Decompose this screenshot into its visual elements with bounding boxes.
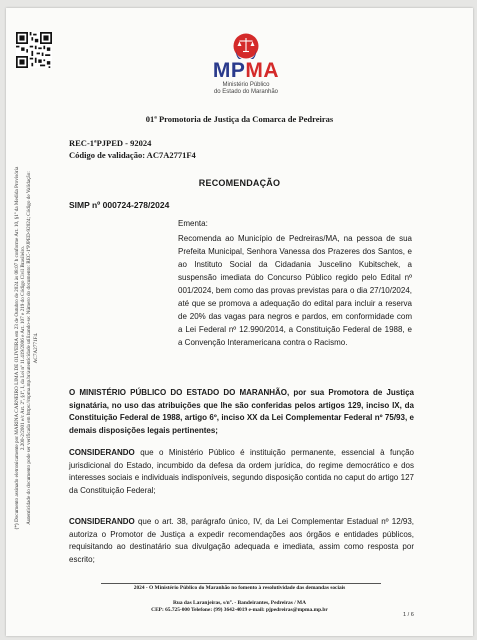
logo-subtitle-2: do Estado do Maranhão	[213, 89, 279, 95]
footer-divider	[101, 583, 381, 584]
logo-mp: MP	[212, 59, 246, 82]
logo-wordmark	[209, 59, 283, 83]
scales-of-justice-icon	[233, 33, 259, 59]
footer-contact: CEP: 65.725-000 Telefone: (99) 3642-4019 e-mail: pjpedreiras@mpma.mp.br	[151, 607, 328, 613]
considerando-text-1: que o Ministério Público é instituição permanente, essencial à função jurisdicional do Estado, incumbido da defesa da ordem jurídica, do regime democrático e dos interesses sociais e individuais indisponíveis, segundo disposição contida no caput do artigo 127 da Constituição Federal;	[69, 448, 414, 495]
footer-slogan: 2024 - O Ministério Público do Maranhão no fomento à resolutividade das demandas sociais	[133, 585, 346, 591]
qr-code-icon[interactable]	[16, 32, 52, 68]
considerando-text-2: que o art. 38, parágrafo único, IV, da Lei Complementar Estadual nº 12/93, autoriza o Promotor de Justiça a expedir recomendações aos órgãos e entidades públicos, requisitando ao destinatário sua divulgação adequada e imediata, assim como resposta por escrito;	[69, 517, 414, 564]
considerando-lead-2: CONSIDERANDO	[69, 517, 135, 526]
footer-address: Rua das Laranjeiras, s/n°. - Bandeirantes, Pedreiras / MA	[172, 600, 307, 606]
intro-paragraph: O MINISTÉRIO PÚBLICO DO ESTADO DO MARANHÃO, por sua Promotora de Justiça signatária, no uso das atribuições que lhe são conferidas pelos artigos 129, inciso IX, da Constituição Federal de 1988, artigo 6º, inciso XX da Lei Complementar Federal nº 75/93, e demais disposições legais pertinentes;	[69, 388, 414, 435]
considerando-paragraph-2	[69, 516, 414, 566]
signature-line-1: (*) Documento assinado eletronicamente por MARINA CARNEIRO LIMA DE OLIVEIRA em 23 de Outubro de 2024 às 08:07 h conforme Art. 10, §1º da Medida Provisória	[14, 166, 20, 530]
signature-line-3: Autenticidade do documento pode ser verificada em https://mpma.mp.br/autenticidade utilizando-se: Número do documento: REC-1ªPJPED-92024; Código de Validação:	[26, 171, 33, 525]
considerando-paragraph-1	[69, 447, 414, 497]
signature-line-2: 2.200-2/2001 e/c Art. 2º, §1º, I, da Lei nº 11.419/2006 e Art. 107 e 219 do Código Civil Brasileiro.	[20, 245, 27, 451]
page-number: 1 / 6	[403, 612, 414, 618]
logo-ma: MA	[245, 59, 280, 82]
electronic-signature-sidebar	[14, 88, 46, 608]
signature-line-4: AC7A2771F4.	[32, 332, 39, 364]
mpma-logo	[209, 33, 283, 103]
promotoria-heading: 01ª Promotoria de Justiça da Comarca de Pedreiras	[145, 114, 334, 124]
considerando-lead-1: CONSIDERANDO	[69, 448, 135, 457]
ementa-label: Ementa:	[178, 219, 208, 228]
document-title: RECOMENDAÇÃO	[198, 178, 281, 188]
logo-subtitle-1: Ministério Público	[222, 82, 270, 88]
validation-code: Código de validação: AC7A2771F4	[69, 150, 196, 160]
ementa-text: Recomenda ao Município de Pedreiras/MA, na pessoa de sua Prefeita Municipal, Senhora Vanessa dos Prazeres dos Santos, e ao Instituto Social da Cidadania Juscelino Kubitschek, a suspensão imediata do Concurso Público regido pelo Edital nº 001/2024, bem como das provas previstas para o dia 27/10/2024, até que se promova a adequação do edital para incluir a reserva de 20% das vagas para negros e pardos, em conformidade com a Lei Federal nº 12.990/2014, a Constituição Federal de 1988, e a Convenção Interamericana contra o Racismo.	[178, 234, 412, 347]
reference-number: REC-1ªPJPED - 92024	[69, 138, 152, 148]
simp-number: SIMP nº 000724-278/2024	[69, 200, 170, 210]
document-page	[6, 8, 473, 636]
